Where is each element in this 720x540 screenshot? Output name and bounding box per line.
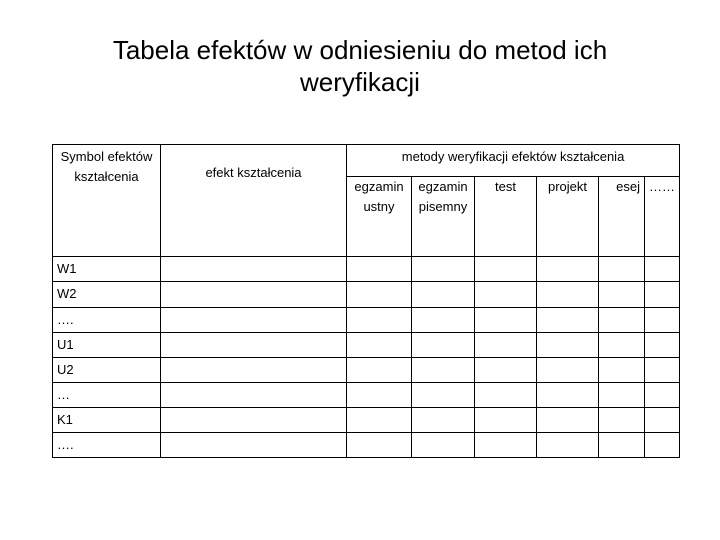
row-cell — [599, 432, 645, 457]
row-symbol: W1 — [53, 257, 161, 282]
row-cell — [347, 332, 412, 357]
row-cell — [537, 432, 599, 457]
row-effect-cell — [161, 282, 347, 307]
row-cell — [537, 282, 599, 307]
row-cell — [412, 357, 475, 382]
row-cell — [599, 357, 645, 382]
table-row — [53, 307, 680, 332]
table-row — [53, 407, 680, 432]
row-cell — [599, 382, 645, 407]
row-cell — [599, 257, 645, 282]
row-cell — [645, 257, 680, 282]
verification-table — [52, 144, 680, 458]
header-method-project: projekt — [537, 177, 599, 257]
row-cell — [645, 332, 680, 357]
row-cell — [537, 307, 599, 332]
row-cell — [645, 357, 680, 382]
row-cell — [599, 307, 645, 332]
row-cell — [645, 282, 680, 307]
table-row — [53, 382, 680, 407]
row-cell — [599, 407, 645, 432]
row-symbol: U2 — [53, 357, 161, 382]
row-effect-cell — [161, 432, 347, 457]
table-row — [53, 282, 680, 307]
row-cell — [599, 282, 645, 307]
row-cell — [537, 407, 599, 432]
header-method-essay: esej — [599, 177, 645, 257]
row-cell — [645, 307, 680, 332]
row-cell — [475, 332, 537, 357]
row-effect-cell — [161, 407, 347, 432]
header-methods: metody weryfikacji efektów kształcenia — [347, 145, 680, 177]
row-effect-cell — [161, 332, 347, 357]
row-cell — [475, 432, 537, 457]
row-cell — [412, 282, 475, 307]
row-cell — [347, 357, 412, 382]
row-effect-cell — [161, 357, 347, 382]
row-cell — [537, 257, 599, 282]
row-cell — [347, 257, 412, 282]
row-cell — [347, 432, 412, 457]
row-cell — [475, 407, 537, 432]
header-method-test: test — [475, 177, 537, 257]
row-cell — [412, 332, 475, 357]
row-cell — [645, 382, 680, 407]
header-method-other: …… — [645, 177, 680, 257]
row-cell — [412, 307, 475, 332]
row-symbol: K1 — [53, 407, 161, 432]
row-symbol: U1 — [53, 332, 161, 357]
header-symbol: Symbol efektów kształcenia — [53, 145, 161, 257]
row-cell — [475, 382, 537, 407]
table-row — [53, 432, 680, 457]
row-cell — [347, 307, 412, 332]
table-row — [53, 257, 680, 282]
row-effect-cell — [161, 257, 347, 282]
row-cell — [475, 282, 537, 307]
row-cell — [537, 332, 599, 357]
row-symbol: …. — [53, 432, 161, 457]
row-cell — [412, 407, 475, 432]
row-symbol: …. — [53, 307, 161, 332]
row-cell — [347, 382, 412, 407]
header-effect: efekt kształcenia — [161, 145, 347, 257]
table-row — [53, 332, 680, 357]
row-cell — [347, 407, 412, 432]
row-cell — [599, 332, 645, 357]
row-cell — [537, 357, 599, 382]
table-row — [53, 357, 680, 382]
row-effect-cell — [161, 307, 347, 332]
row-cell — [645, 432, 680, 457]
row-cell — [475, 307, 537, 332]
row-effect-cell — [161, 382, 347, 407]
row-cell — [645, 407, 680, 432]
header-method-written-exam: egzamin pisemny — [412, 177, 475, 257]
row-cell — [475, 357, 537, 382]
row-cell — [475, 257, 537, 282]
row-symbol: … — [53, 382, 161, 407]
page-title: Tabela efektów w odniesieniu do metod ich weryfikacji — [112, 35, 608, 97]
row-cell — [412, 432, 475, 457]
header-method-oral-exam: egzamin ustny — [347, 177, 412, 257]
row-cell — [412, 382, 475, 407]
row-cell — [537, 382, 599, 407]
row-cell — [412, 257, 475, 282]
row-cell — [347, 282, 412, 307]
row-symbol: W2 — [53, 282, 161, 307]
